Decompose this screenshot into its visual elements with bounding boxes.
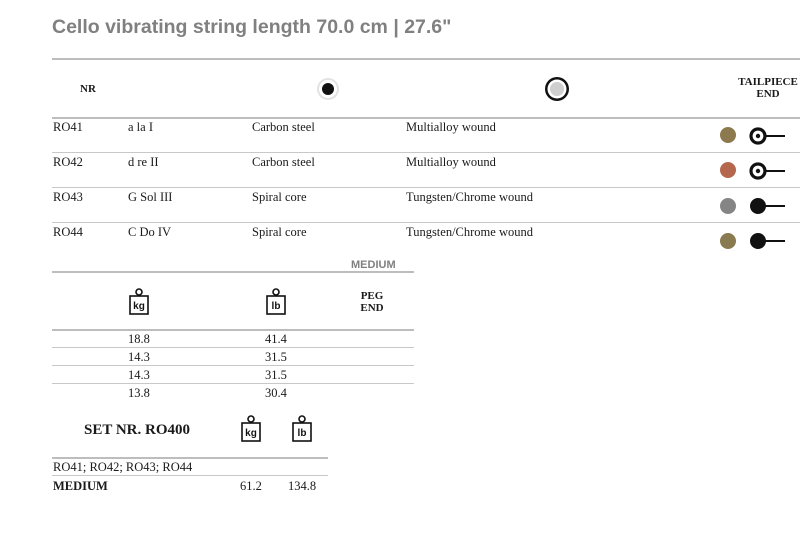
radio-filled-icon [316,77,340,101]
row-nr: RO41 [53,120,83,134]
weight-kg-label: kg [245,428,257,439]
gauge-label: MEDIUM [351,259,396,271]
header-bottom-rule [52,117,800,119]
set-row-divider [52,475,328,476]
set-contents: RO41; RO42; RO43; RO44 [53,460,193,474]
tension-lb: 31.5 [265,368,287,382]
weight-lb-label: lb [271,301,281,312]
row-winding: Tungsten/Chrome wound [406,225,533,239]
tailpiece-end-label: END [756,88,780,100]
peg-end-label: END [360,302,384,314]
tension-kg: 18.8 [128,332,150,346]
row-core: Spiral core [252,225,307,239]
tension-row-divider [52,347,414,348]
peg-end-header [352,290,392,314]
set-gauge: MEDIUM [53,479,108,493]
set-title: SET NR. RO400 [84,422,190,438]
tension-lb: 30.4 [265,386,287,400]
row-nr: RO43 [53,190,83,204]
string-color-dot [720,127,736,143]
tension-kg: 13.8 [128,386,150,400]
weight-lb-icon [265,288,287,316]
tension-kg: 14.3 [128,368,150,382]
row-note: G Sol III [128,190,173,204]
weight-kg-label: kg [133,301,145,312]
loop-end-icon [748,161,788,181]
tension-lb: 41.4 [265,332,287,346]
row-divider [52,222,800,223]
weight-lb-label: lb [297,428,307,439]
row-core: Spiral core [252,190,307,204]
tension-row-divider [52,383,414,384]
set-kg: 61.2 [240,479,262,493]
tailpiece-label: TAILPIECE [738,76,798,88]
tension-header-rule [52,329,414,331]
weight-kg-icon [128,288,150,316]
header-top-rule [52,58,800,60]
row-core: Carbon steel [252,155,315,169]
row-nr: RO42 [53,155,83,169]
row-note: d re II [128,155,159,169]
set-lb: 134.8 [288,479,317,493]
tension-row-divider [52,365,414,366]
string-color-dot [720,162,736,178]
radio-empty-icon [544,76,570,102]
string-color-dot [720,198,736,214]
tailpiece-end-header [730,76,800,100]
nr-header: NR [80,83,96,95]
ball-end-icon [748,231,788,251]
tension-top-rule [52,271,414,273]
row-core: Carbon steel [252,120,315,134]
peg-label: PEG [360,290,384,302]
row-note: C Do IV [128,225,172,239]
row-winding: Tungsten/Chrome wound [406,190,533,204]
row-nr: RO44 [53,225,83,239]
weight-lb-icon [291,415,313,443]
row-note: a la I [128,120,153,134]
ball-end-icon [748,196,788,216]
row-divider [52,187,800,188]
row-winding: Multialloy wound [406,120,496,134]
string-color-dot [720,233,736,249]
tension-lb: 31.5 [265,350,287,364]
weight-kg-icon [240,415,262,443]
page-title: Cello vibrating string length 70.0 cm | 27.6" [52,16,452,38]
row-divider [52,152,800,153]
tension-kg: 14.3 [128,350,150,364]
row-winding: Multialloy wound [406,155,496,169]
loop-end-icon [748,126,788,146]
set-top-rule [52,457,328,459]
